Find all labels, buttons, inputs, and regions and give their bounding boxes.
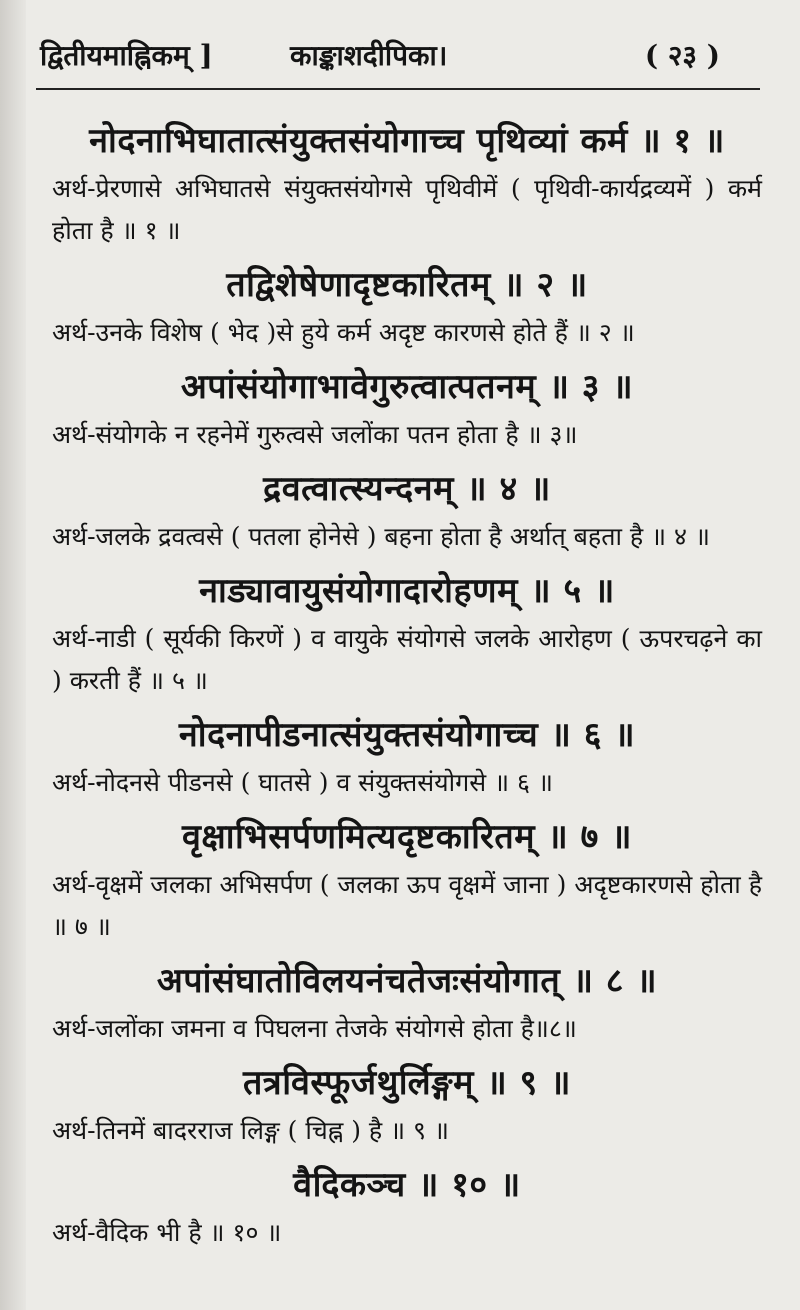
header-rule [36,88,760,90]
sutra-entry [52,364,762,456]
header-book-title: काङ्काशदीपिका। [290,39,448,72]
sutra-verse: तद्विशेषेणादृष्टकारितम् ॥ २ ॥ [226,265,588,305]
sutra-entry [52,1060,762,1152]
sutra-meaning: अर्थ-जलके द्रवत्वसे ( पतला होनेसे ) बहना होता है अर्थात् बहता है ॥ ४ ॥ [52,522,710,551]
sutra-verse: तत्रविस्फूर्जथुर्लिङ्गम् ॥ ९ ॥ [243,1063,571,1103]
sutra-verse: नोदनाभिघातात्संयुक्तसंयोगाच्च पृथिव्यां कर्म ॥ १ ॥ [89,121,725,161]
sutra-verse: नाड्यावायुसंयोगादारोहणम् ॥ ५ ॥ [199,571,615,611]
running-header [40,28,760,84]
sutra-list [52,108,762,1260]
sutra-meaning: अर्थ-तिनमें बादरराज लिङ्ग ( चिह्न ) है ॥ ९ ॥ [52,1116,449,1145]
sutra-entry [52,1162,762,1254]
sutra-entry [52,568,762,702]
sutra-meaning: अर्थ-संयोगके न रहनेमें गुरुत्वसे जलोंका पतन होता है ॥ ३॥ [52,420,578,449]
sutra-verse: द्रवत्वात्स्यन्दनम् ॥ ४ ॥ [263,469,551,509]
sutra-entry [52,814,762,948]
sutra-meaning: अर्थ-वैदिक भी है ॥ १० ॥ [52,1218,282,1247]
sutra-meaning: अर्थ-प्रेरणासे अभिघातसे संयुक्तसंयोगसे पृथिवीमें ( पृथिवी-कार्यद्रव्यमें ) कर्म होता है ॥ १ ॥ [52,174,762,245]
sutra-verse: वैदिकञ्च ॥ १० ॥ [293,1165,521,1205]
sutra-entry [52,118,762,252]
page-edge-shadow [0,0,26,1310]
sutra-meaning: अर्थ-नोदनसे पीडनसे ( घातसे ) व संयुक्तसंयोगसे ॥ ६ ॥ [52,768,553,797]
sutra-verse: अपांसंघातोविलयनंचतेजःसंयोगात् ॥ ८ ॥ [156,961,658,1001]
sutra-entry [52,262,762,354]
sutra-meaning: अर्थ-वृक्षमें जलका अभिसर्पण ( जलका ऊप वृक्षमें जाना ) अदृष्टकारणसे होता है ॥ ७ ॥ [52,870,762,941]
sutra-entry [52,958,762,1050]
sutra-meaning: अर्थ-जलोंका जमना व पिघलना तेजके संयोगसे होता है॥८॥ [52,1014,577,1043]
header-section-title: द्वितीयमाह्निकम् ] [40,39,213,72]
sutra-verse: अपांसंयोगाभावेगुरुत्वात्पतनम् ॥ ३ ॥ [180,367,634,407]
sutra-entry [52,466,762,558]
sutra-meaning: अर्थ-नाडी ( सूर्यकी किरणें ) व वायुके संयोगसे जलके आरोहण ( ऊपरचढ़ने का ) करती हैं ॥ ५ ॥ [52,624,762,695]
header-page-number: ( २३ ) [644,39,720,72]
sutra-meaning: अर्थ-उनके विशेष ( भेद )से हुये कर्म अदृष्ट कारणसे होते हैं ॥ २ ॥ [52,318,635,347]
sutra-verse: नोदनापीडनात्संयुक्तसंयोगाच्च ॥ ६ ॥ [178,715,636,755]
sutra-entry [52,712,762,804]
sutra-verse: वृक्षाभिसर्पणमित्यदृष्टकारितम् ॥ ७ ॥ [181,817,633,857]
